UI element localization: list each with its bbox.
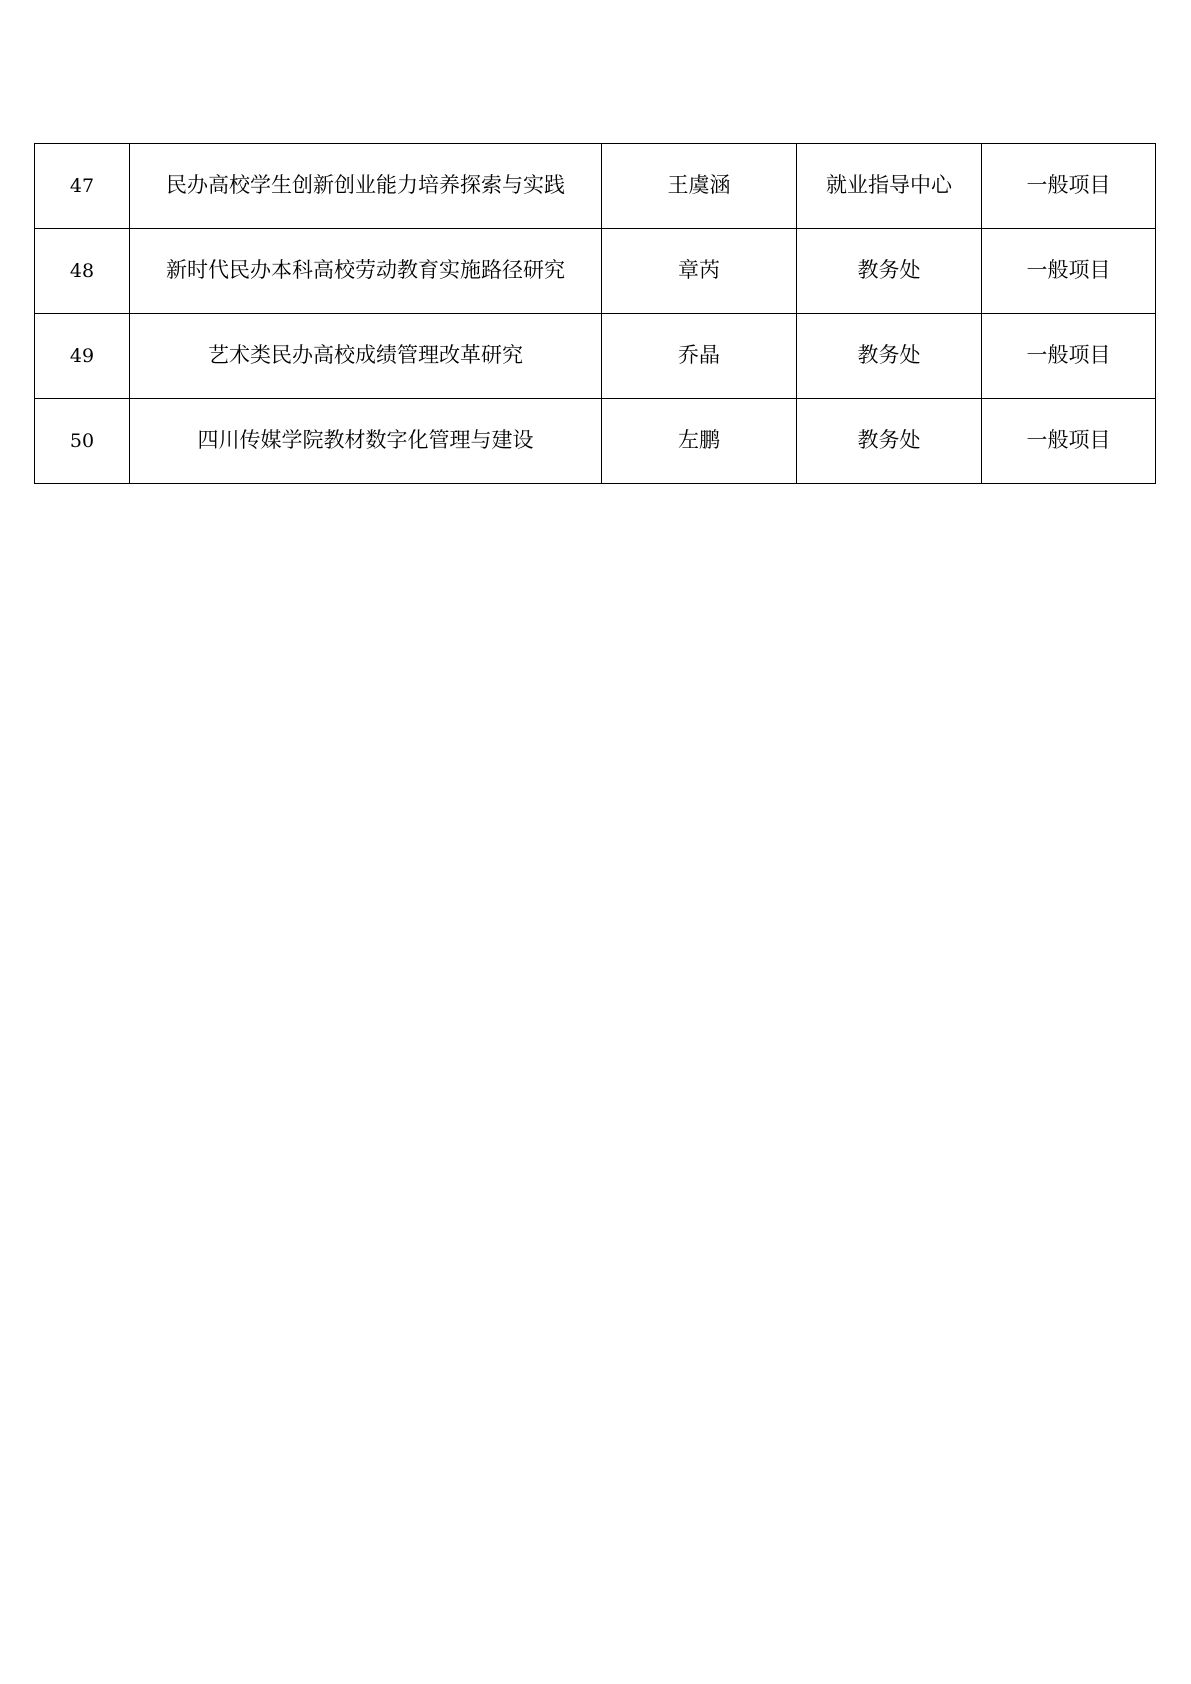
- category-cell: 一般项目: [982, 144, 1156, 229]
- project-title-cell: 民办高校学生创新创业能力培养探索与实践: [130, 144, 602, 229]
- person-cell: 章芮: [602, 229, 797, 314]
- category-cell: 一般项目: [982, 229, 1156, 314]
- table-row: [35, 399, 1156, 484]
- row-number-cell: 47: [35, 144, 130, 229]
- project-table: [34, 143, 1156, 484]
- category-cell: 一般项目: [982, 314, 1156, 399]
- table-row: [35, 229, 1156, 314]
- project-title-cell: 新时代民办本科高校劳动教育实施路径研究: [130, 229, 602, 314]
- person-cell: 乔晶: [602, 314, 797, 399]
- department-cell: 教务处: [797, 399, 982, 484]
- project-title-cell: 艺术类民办高校成绩管理改革研究: [130, 314, 602, 399]
- category-cell: 一般项目: [982, 399, 1156, 484]
- project-title-cell: 四川传媒学院教材数字化管理与建设: [130, 399, 602, 484]
- person-cell: 左鹏: [602, 399, 797, 484]
- person-cell: 王虞涵: [602, 144, 797, 229]
- department-cell: 教务处: [797, 229, 982, 314]
- row-number-cell: 48: [35, 229, 130, 314]
- row-number-cell: 50: [35, 399, 130, 484]
- table-row: [35, 314, 1156, 399]
- department-cell: 教务处: [797, 314, 982, 399]
- table-row: [35, 144, 1156, 229]
- row-number-cell: 49: [35, 314, 130, 399]
- department-cell: 就业指导中心: [797, 144, 982, 229]
